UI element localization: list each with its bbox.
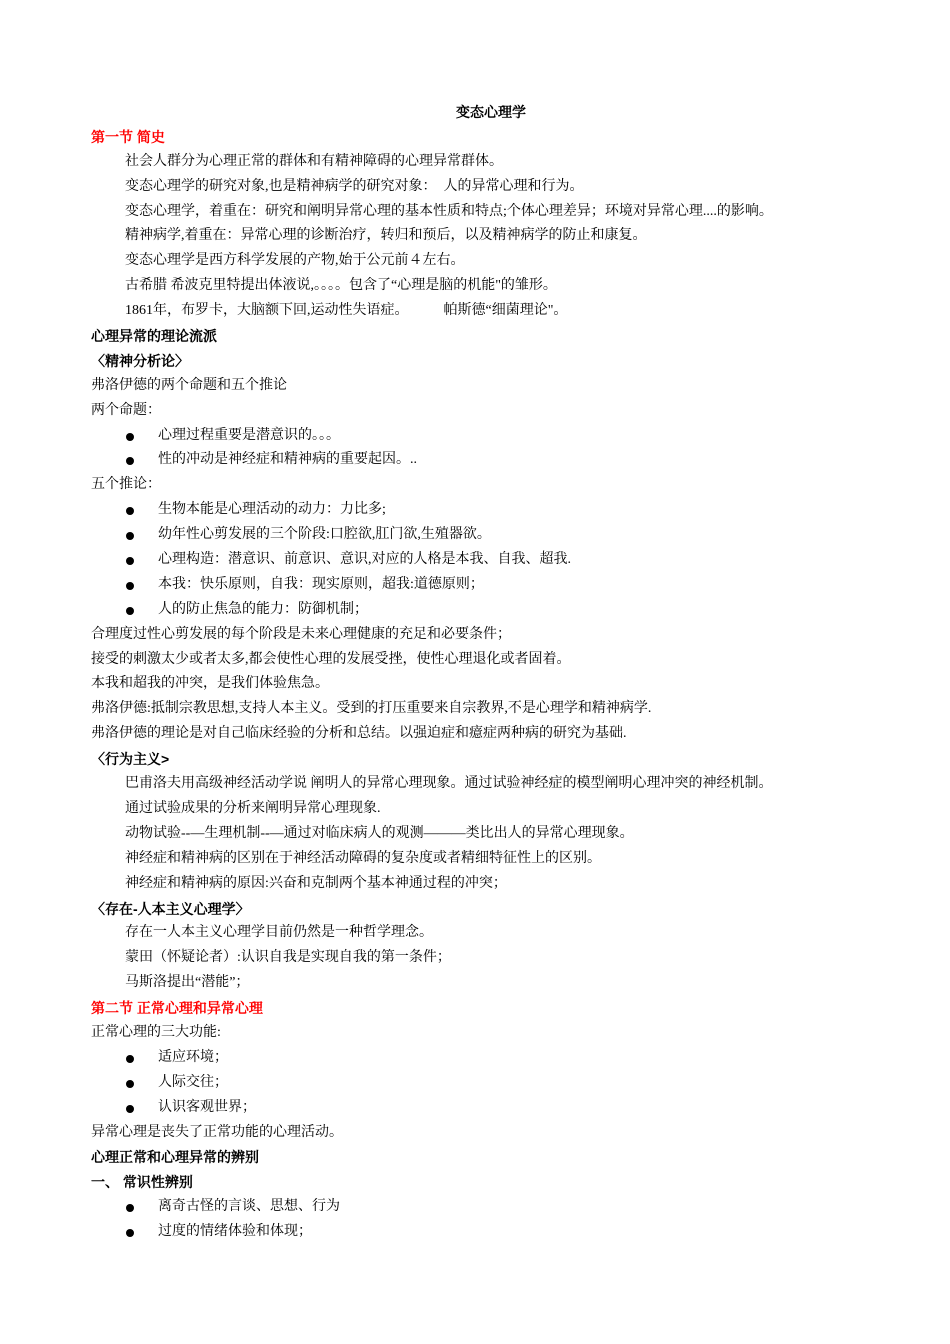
paragraph: 神经症和精神病的原因:兴奋和克制两个基本神通过程的冲突； <box>125 875 507 891</box>
psychoanalysis-intro: 弗洛伊德的两个命题和五个推论 <box>91 377 287 393</box>
list-item-text: 生物本能是心理活动的动力：力比多; <box>158 502 386 518</box>
behaviorism-heading: 〈行为主义> <box>91 751 170 768</box>
paragraph: 接受的刺激太少或者太多,都会使性心理的发展受挫，使性心理退化或者固着。 <box>91 651 571 667</box>
bullet-icon <box>126 582 134 590</box>
list-item <box>91 598 871 623</box>
distinction-heading: 心理正常和心理异常的辨别 <box>91 1149 259 1166</box>
paragraph: 蒙田（怀疑论者）:认识自我是实现自我的第一条件； <box>125 950 451 966</box>
list-item-text: 人的防止焦急的能力：防御机制； <box>158 601 368 617</box>
psychoanalysis-heading: 〈精神分析论〉 <box>91 352 189 369</box>
list-item-text: 本我：快乐原则，自我：现实原则，超我:道德原则； <box>158 576 484 592</box>
paragraph: 古希腊 希波克里特提出体液说,。。。。包含了“心理是脑的机能"的雏形。 <box>125 278 557 294</box>
bullet-icon <box>126 557 134 565</box>
list-item <box>91 523 871 548</box>
paragraph: 弗洛伊德:抵制宗教思想,支持人本主义。受到的打压重要来自宗教界,不是心理学和精神病学. <box>91 701 652 717</box>
bullet-icon <box>126 607 134 615</box>
paragraph: 变态心理学的研究对象,也是精神病学的研究对象： 人的异常心理和行为。 <box>125 178 584 194</box>
paragraph: 神经症和精神病的区别在于神经活动障碍的复杂度或者精细特征性上的区别。 <box>125 850 601 866</box>
bullet-icon <box>126 1080 134 1088</box>
section1-heading: 第一节 简史 <box>91 128 165 145</box>
document-content <box>91 100 871 1245</box>
list-item-text: 人际交往； <box>158 1074 228 1090</box>
list-item <box>91 1071 871 1096</box>
list-item <box>91 1096 871 1121</box>
common-sense-heading: 一、 常识性辨别 <box>91 1174 193 1191</box>
bullet-icon <box>126 433 134 441</box>
list-item <box>91 1046 871 1071</box>
paragraph: 动物试验--—生理机制--—通过对临床病人的观测———类比出人的异常心理现象。 <box>125 825 634 841</box>
list-item-text: 心理过程重要是潜意识的。。。 <box>158 427 340 443</box>
theory-heading: 心理异常的理论流派 <box>91 328 217 345</box>
list-item <box>91 498 871 523</box>
list-item-text: 适应环境； <box>158 1049 228 1065</box>
paragraph: 合理度过性心剪发展的每个阶段是未来心理健康的充足和必要条件； <box>91 626 511 642</box>
paragraph: 马斯洛提出“潜能”； <box>125 975 250 991</box>
list-item-text: 心理构造：潜意识、前意识、意识,对应的人格是本我、自我、超我. <box>158 552 571 568</box>
inferences-label: 五个推论： <box>91 477 161 493</box>
list-item <box>91 573 871 598</box>
list-item <box>91 1220 871 1245</box>
bullet-icon <box>126 1055 134 1063</box>
list-item <box>91 1195 871 1220</box>
list-item-text: 幼年性心剪发展的三个阶段:口腔欲,肛门欲,生殖器欲。 <box>158 527 491 543</box>
bullet-icon <box>126 1105 134 1113</box>
list-item <box>91 448 871 473</box>
paragraph: 社会人群分为心理正常的群体和有精神障碍的心理异常群体。 <box>125 153 503 169</box>
section2-heading: 第二节 正常心理和异常心理 <box>91 1000 263 1017</box>
paragraph: 弗洛伊德的理论是对自己临床经验的分析和总结。以强迫症和癔症两种病的研究为基础. <box>91 726 627 742</box>
list-item-text: 认识客观世界； <box>158 1099 256 1115</box>
paragraph: 变态心理学，着重在：研究和阐明异常心理的基本性质和特点;个体心理差异；环境对异常心理....的影响。 <box>125 203 773 219</box>
paragraph: 存在一人本主义心理学目前仍然是一种哲学理念。 <box>125 925 433 941</box>
humanism-heading: 〈存在-人本主义心理学〉 <box>91 900 250 917</box>
paragraph: 异常心理是丧失了正常功能的心理活动。 <box>91 1124 343 1140</box>
list-item-text: 过度的情绪体验和体现； <box>158 1224 312 1240</box>
paragraph: 变态心理学是西方科学发展的产物,始于公元前４左右。 <box>125 253 465 269</box>
document-title: 变态心理学 <box>456 104 526 120</box>
paragraph: 1861年，布罗卡，大脑额下回,运动性失语症。 帕斯德“细菌理论"。 <box>125 303 568 319</box>
list-item <box>91 424 871 449</box>
paragraph: 本我和超我的冲突，是我们体验焦急。 <box>91 676 329 692</box>
paragraph: 通过试验成果的分析来阐明异常心理现象. <box>125 800 381 816</box>
list-item <box>91 548 871 573</box>
paragraph: 精神病学,着重在：异常心理的诊断治疗，转归和预后，以及精神病学的防止和康复。 <box>125 228 647 244</box>
propositions-label: 两个命题： <box>91 402 161 418</box>
paragraph: 巴甫洛夫用高级神经活动学说 阐明人的异常心理现象。通过试验神经症的模型阐明心理冲突的神经机制。 <box>125 776 773 792</box>
list-item-text: 离奇古怪的言谈、思想、行为 <box>158 1199 340 1215</box>
functions-label: 正常心理的三大功能: <box>91 1024 221 1040</box>
list-item-text: 性的冲动是神经症和精神病的重要起因。.. <box>158 452 417 468</box>
